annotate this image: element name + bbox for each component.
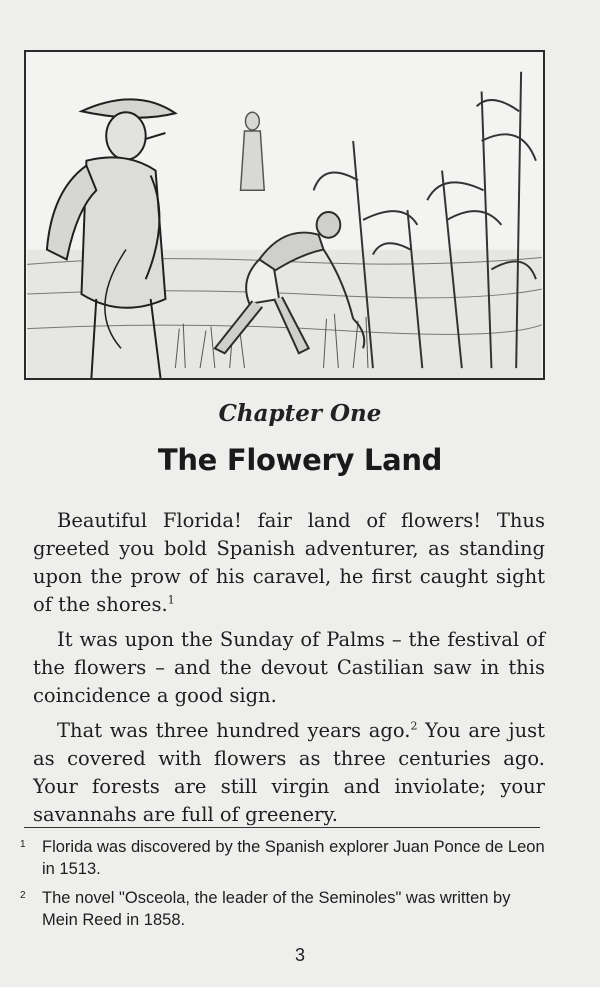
footnote [20, 887, 545, 931]
paragraph: Beautiful Florida! fair land of flowers! Thus greeted you bold Spanish adventurer, as standing upon the prow of his caravel, he first caught sight of the shores.$^1$ [33, 509, 545, 616]
footnote-text: Florida was discovered by the Spanish explorer Juan Ponce de Leon in 1513. [42, 838, 545, 878]
footnotes [20, 836, 545, 938]
paragraph: It was upon the Sunday of Palms – the festival of the flowers – and the devout Castilian saw in this coincidence a good sign. [33, 628, 545, 707]
footnote-text: The novel "Osceola, the leader of the Seminoles" was written by Mein Reed in 1858. [42, 889, 511, 929]
footnote-number: 1 [20, 839, 26, 850]
footnote [20, 836, 545, 880]
footnote-number: 2 [20, 890, 26, 901]
footnote-divider [24, 827, 540, 828]
footnote-ref: 2 [410, 719, 418, 733]
chapter-illustration [24, 50, 545, 380]
body-text [33, 507, 545, 836]
footnote-ref: 1 [167, 593, 175, 607]
page-number: 3 [294, 945, 305, 965]
chapter-title: The Flowery Land [157, 443, 443, 477]
chapter-label: Chapter One [218, 400, 382, 427]
paragraph: That was three hundred years ago.$^2$ You are just as covered with flowers as three centuries ago. Your forests are still virgin and inviolate; your savannahs are full of greenery. [33, 719, 545, 826]
plantation-scene-drawing [26, 52, 543, 378]
